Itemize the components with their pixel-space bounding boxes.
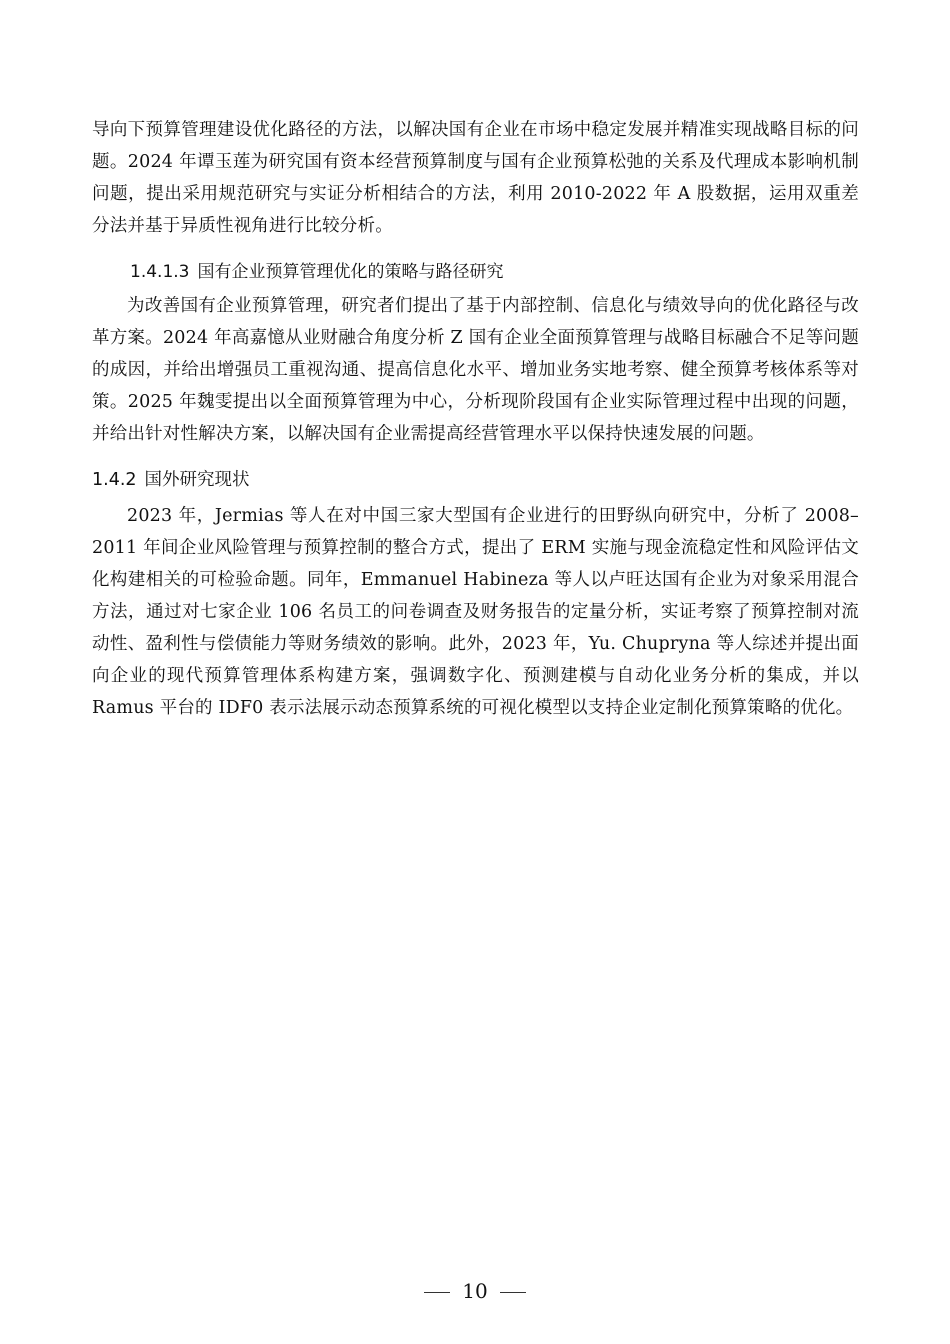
page-number: 10 — [462, 1279, 488, 1303]
section-heading-1-4-1-3 — [130, 256, 859, 288]
section-number: 1.4.1.3 — [130, 262, 190, 282]
section-heading-1-4-2 — [92, 464, 859, 496]
section-number: 1.4.2 — [92, 470, 137, 490]
section-title: 国有企业预算管理优化的策略与路径研究 — [197, 262, 504, 282]
body-paragraph-foreign-research: 2023 年，Jermias 等人在对中国三家大型国有企业进行的田野纵向研究中，分析了 2008–2011 年间企业风险管理与预算控制的整合方式，提出了 ERM 实施与现金流稳定性和风险评估文化构建相关的可检验命题。同年，Emmanuel Habineza 等人以卢旺达国有企业为对象采用混合方法，通过对七家企业 106 名员工的问卷调查及财务报告的定量分析，实证考察了预算控制对流动性、盈利性与偿债能力等财务绩效的影响。此外，2023 年，Yu. Chupryna 等人综述并提出面向企业的现代预算管理体系构建方案，强调数字化、预测建模与自动化业务分析的集成，并以 Ramus 平台的 IDF0 表示法展示动态预算系统的可视化模型以支持企业定制化预算策略的优化。 — [92, 506, 859, 718]
page-content — [92, 114, 859, 724]
footer-dash-left — [424, 1292, 450, 1293]
page-footer — [0, 1277, 950, 1305]
section-title: 国外研究现状 — [144, 470, 250, 490]
body-paragraph-strategy: 为改善国有企业预算管理，研究者们提出了基于内部控制、信息化与绩效导向的优化路径与改革方案。2024 年高嘉憶从业财融合角度分析 Z 国有企业全面预算管理与战略目标融合不足等问题的成因，并给出增强员工重视沟通、提高信息化水平、增加业务实地考察、健全预算考核体系等对策。2025 年魏雯提出以全面预算管理为中心，分析现阶段国有企业实际管理过程中出现的问题，并给出针对性解决方案，以解决国有企业需提高经营管理水平以保持快速发展的问题。 — [92, 296, 859, 444]
footer-dash-right — [500, 1292, 526, 1293]
body-paragraph-continued: 导向下预算管理建设优化路径的方法，以解决国有企业在市场中稳定发展并精准实现战略目标的问题。2024 年谭玉莲为研究国有资本经营预算制度与国有企业预算松弛的关系及代理成本影响机制问题，提出采用规范研究与实证分析相结合的方法，利用 2010-2022 年 A 股数据，运用双重差分法并基于异质性视角进行比较分析。 — [92, 120, 859, 236]
